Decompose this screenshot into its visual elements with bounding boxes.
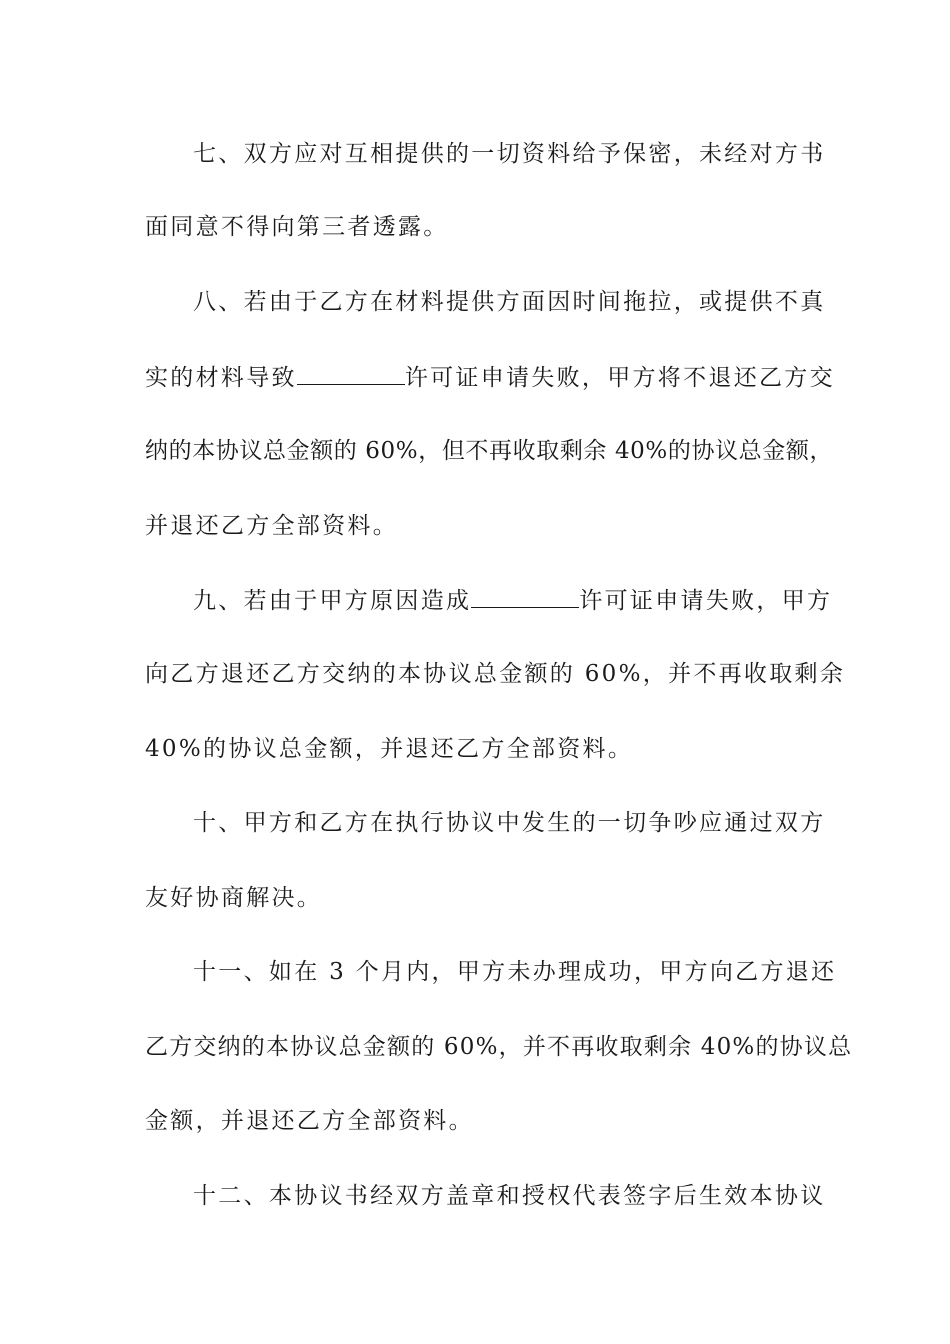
- clause-9-text-before-blank: 九、若由于甲方原因造成: [193, 588, 472, 614]
- clause-9-line-2: 向乙方退还乙方交纳的本协议总金额的 60%，并不再收取剩余: [145, 661, 846, 687]
- clause-7-line-1: 七、双方应对互相提供的一切资料给予保密，未经对方书: [193, 141, 826, 167]
- clause-11-line-2: 乙方交纳的本协议总金额的 60%，并不再收取剩余 40%的协议总: [145, 1034, 853, 1060]
- clause-8-text-before-blank: 实的材料导致: [145, 365, 297, 391]
- clause-8-line-3: 纳的本协议总金额的 60%，但不再收取剩余 40%的协议总金额，: [145, 438, 834, 464]
- clause-7-line-2: 面同意不得向第三者透露。: [145, 214, 449, 240]
- clause-10-line-2: 友好协商解决。: [145, 885, 323, 911]
- clause-11-line-3: 金额，并退还乙方全部资料。: [145, 1108, 474, 1134]
- clause-8-line-2: [145, 362, 835, 393]
- clause-10-line-1: 十、甲方和乙方在执行协议中发生的一切争吵应通过双方: [193, 810, 826, 836]
- clause-8-text-after-blank: 许可证申请失败，甲方将不退还乙方交: [404, 365, 835, 391]
- clause-9-line-3: 40%的协议总金额，并退还乙方全部资料。: [145, 736, 634, 762]
- clause-9-line-1: [193, 585, 833, 616]
- fill-in-blank: [297, 362, 405, 385]
- fill-in-blank: [471, 585, 579, 608]
- clause-8-line-4: 并退还乙方全部资料。: [145, 513, 398, 539]
- clause-11-line-1: 十一、如在 3 个月内，甲方未办理成功，甲方向乙方退还: [193, 959, 837, 985]
- clause-8-line-1: 八、若由于乙方在材料提供方面因时间拖拉，或提供不真: [193, 289, 826, 315]
- clause-9-text-after-blank: 许可证申请失败，甲方: [579, 588, 833, 614]
- clause-12-line-1: 十二、本协议书经双方盖章和授权代表签字后生效本协议: [193, 1183, 826, 1209]
